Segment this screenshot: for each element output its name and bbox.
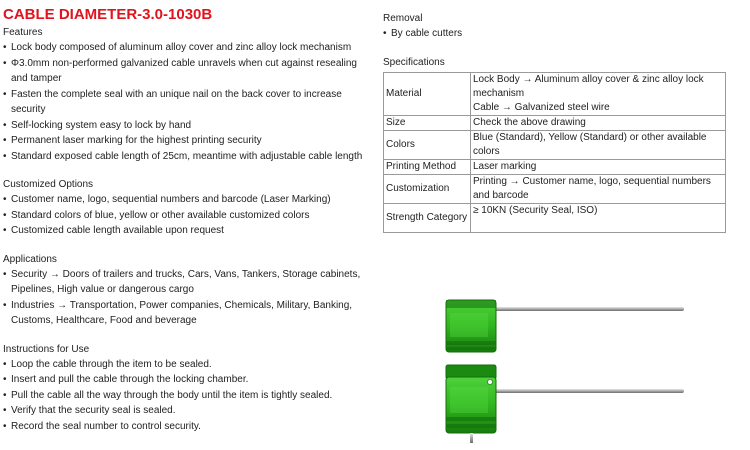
cable-line	[494, 389, 684, 393]
specifications-table	[383, 72, 726, 233]
product-title: CABLE DIAMETER-3.0-1030B	[3, 6, 213, 23]
spacer	[3, 164, 373, 178]
spacer	[3, 329, 373, 343]
spec-value-line: Printing → Customer name, logo, sequential numbers and barcode	[473, 175, 711, 201]
specifications-heading: Specifications	[383, 56, 445, 68]
spec-key: Printing Method	[384, 159, 471, 174]
product-image	[440, 295, 690, 445]
spec-key: Material	[384, 72, 471, 115]
list-item: • Standard exposed cable length of 25cm, meantime with adjustable cable length	[3, 149, 373, 165]
spec-value	[471, 72, 726, 115]
list-item: • Insert and pull the cable through the locking chamber.	[3, 372, 373, 388]
seal-rib	[446, 300, 496, 308]
list-item: • Customer name, logo, sequential numbers and barcode (Laser Marking)	[3, 192, 373, 208]
customized-heading: Customized Options	[3, 179, 94, 190]
table-row	[384, 72, 726, 115]
spec-value-line: Lock Body → Aluminum alloy cover & zinc alloy lock mechanism	[473, 73, 704, 99]
seal-face	[450, 387, 488, 413]
list-item: • Standard colors of blue, yellow or other available customized colors	[3, 208, 373, 224]
seal-rib	[446, 347, 496, 350]
spec-key: Strength Category	[384, 203, 471, 232]
table-row	[384, 115, 726, 130]
spec-key: Colors	[384, 130, 471, 159]
list-item: • Fasten the complete seal with an unique nail on the back cover to increase security	[3, 87, 373, 118]
instructions-list	[3, 357, 373, 435]
list-item: • Permanent laser marking for the highest printing security	[3, 133, 373, 149]
spec-value-line: Blue (Standard), Yellow (Standard) or other available colors	[473, 131, 707, 157]
right-column	[383, 12, 728, 233]
table-row	[384, 159, 726, 174]
seal-face	[450, 313, 488, 337]
removal-heading: Removal	[383, 13, 423, 24]
removal-list	[383, 26, 728, 42]
list-item: • Security → Doors of trailers and trucks, Cars, Vans, Tankers, Storage cabinets, Pipelines, High value or dangerous cargo	[3, 267, 373, 298]
list-item: • Loop the cable through the item to be sealed.	[3, 357, 373, 373]
list-item: • Pull the cable all the way through the body until the item is tightly sealed.	[3, 388, 373, 404]
list-item: • By cable cutters	[383, 26, 728, 42]
spec-key: Customization	[384, 174, 471, 203]
cable-end	[470, 433, 473, 443]
seal-top	[446, 300, 684, 352]
list-item: • Verify that the security seal is sealed.	[3, 403, 373, 419]
spec-value	[471, 159, 726, 174]
spec-value-line: Cable → Galvanized steel wire	[473, 101, 610, 113]
left-column	[3, 6, 373, 434]
list-item: • Industries → Transportation, Power companies, Chemicals, Military, Banking, Customs, Healthcare, Food and beverage	[3, 298, 373, 329]
list-item: • Customized cable length available upon request	[3, 223, 373, 239]
list-item: • Φ3.0mm non-performed galvanized cable unravels when cut against resealing and tamper	[3, 56, 373, 87]
list-item: • Self-locking system easy to lock by hand	[3, 118, 373, 134]
spec-value	[471, 203, 726, 232]
list-item: • Lock body composed of aluminum alloy cover and zinc alloy lock mechanism	[3, 40, 373, 56]
spec-value	[471, 130, 726, 159]
nail-hole-icon	[488, 380, 493, 385]
seal-rib	[446, 341, 496, 345]
seal-bottom	[446, 365, 684, 443]
spec-value-line: Laser marking	[473, 160, 537, 172]
cable-seal-illustration	[440, 295, 690, 445]
list-item: • Record the seal number to control security.	[3, 419, 373, 435]
features-heading: Features	[3, 27, 43, 38]
applications-heading: Applications	[3, 253, 57, 265]
spec-value-line: ≥ 10KN (Security Seal, ISO)	[473, 204, 598, 216]
spacer	[3, 239, 373, 253]
spec-value-line: Check the above drawing	[473, 116, 586, 128]
instructions-heading: Instructions for Use	[3, 343, 90, 355]
spec-value	[471, 115, 726, 130]
applications-list	[3, 267, 373, 329]
table-row	[384, 174, 726, 203]
table-row	[384, 203, 726, 232]
spec-key: Size	[384, 115, 471, 130]
seal-rib	[446, 417, 496, 421]
customized-list	[3, 192, 373, 239]
spec-value	[471, 174, 726, 203]
seal-rib	[446, 424, 496, 428]
table-row	[384, 130, 726, 159]
features-list	[3, 40, 373, 164]
cable-line	[494, 307, 684, 311]
